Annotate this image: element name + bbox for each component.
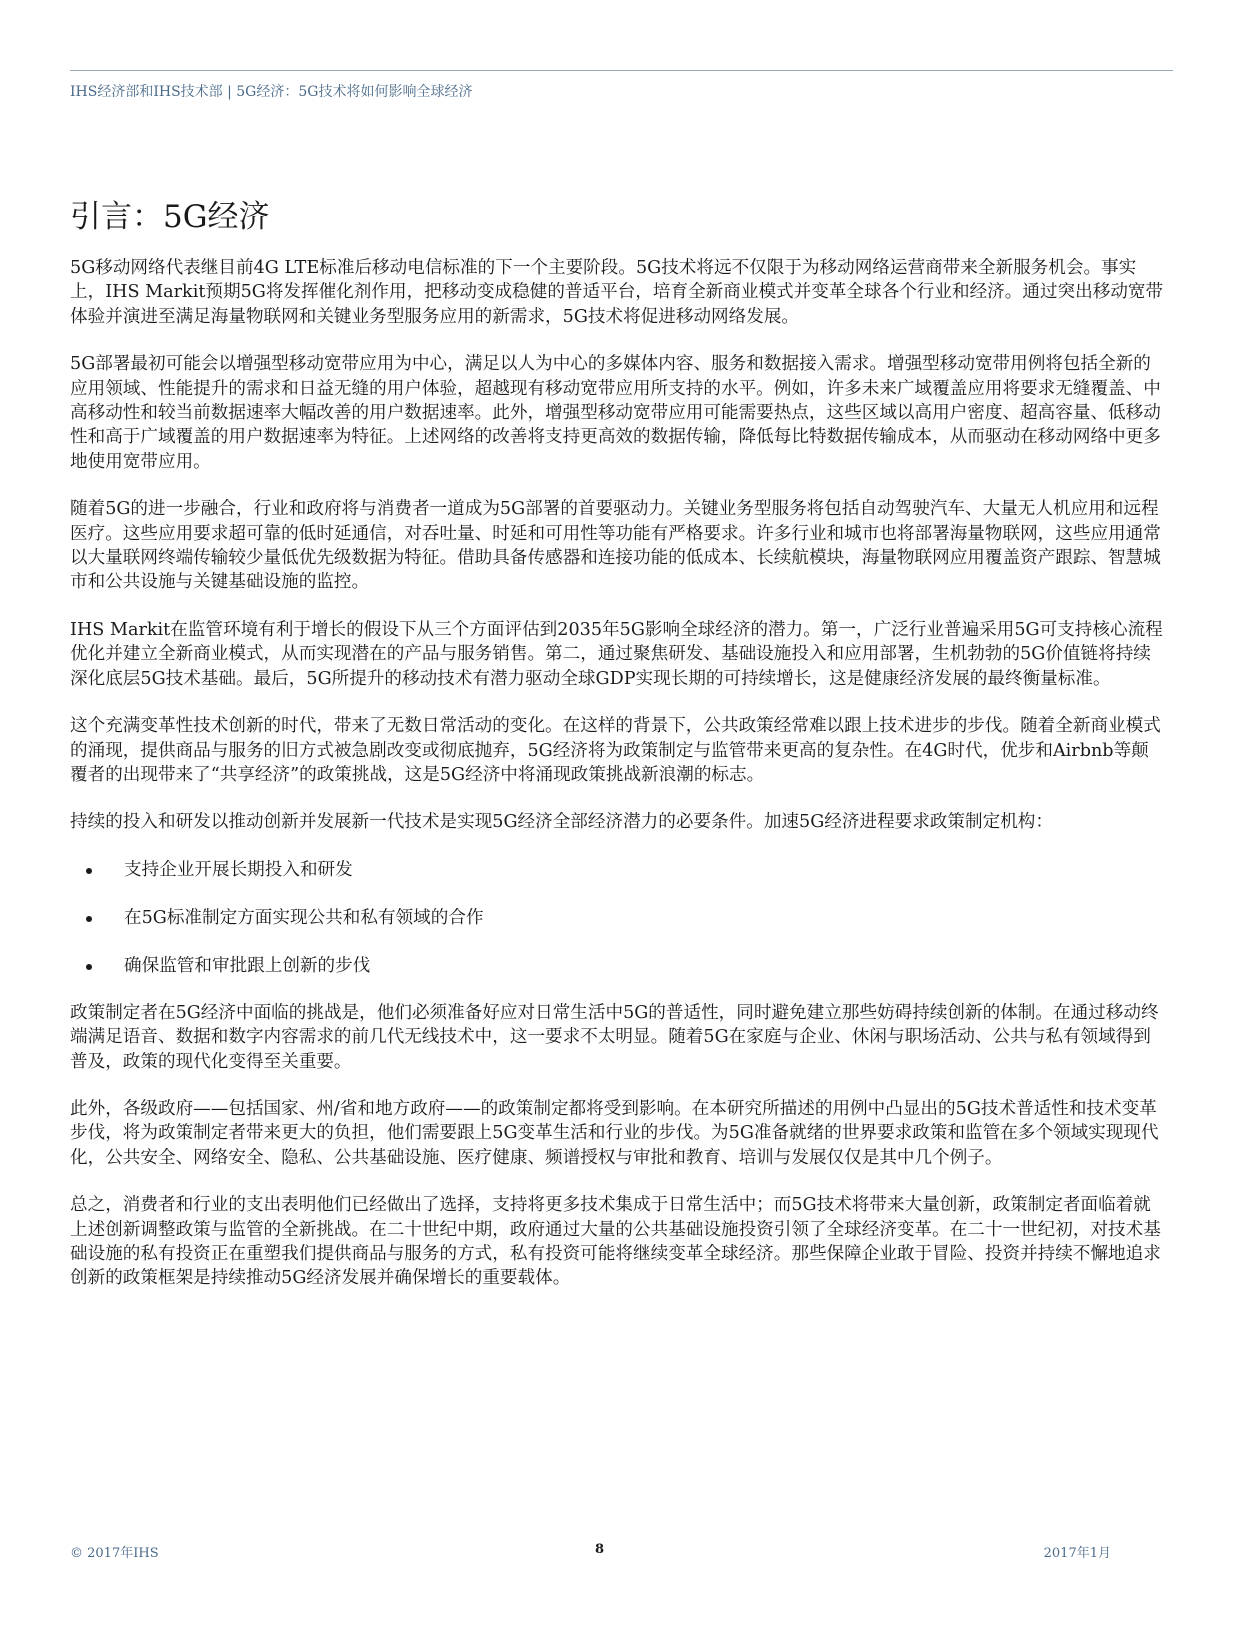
page-number: 8 bbox=[595, 1542, 605, 1557]
footer-date: 2017年1月 bbox=[1043, 1546, 1111, 1561]
bullet-item-3 bbox=[70, 954, 1166, 978]
bullet-text: 在5G标准制定方面实现公共和私有领域的合作 bbox=[124, 907, 484, 928]
bullet-icon bbox=[86, 868, 92, 874]
page-footer bbox=[70, 1542, 1111, 1562]
bullet-icon bbox=[86, 964, 92, 970]
paragraph-5: 这个充满变革性技术创新的时代，带来了无数日常活动的变化。在这样的背景下，公共政策经常难以跟上技术进步的步伐。随着全新商业模式的涌现，提供商品与服务的旧方式被急剧改变或彻底抛弃，5G经济将为政策制定与监管带来更高的复杂性。在4G时代，优步和Airbnb等颠覆者的出现带来了“共享经济”的政策挑战，这是5G经济中将涌现政策挑战新浪潮的标志。 bbox=[70, 716, 1161, 785]
paragraph-7: 政策制定者在5G经济中面临的挑战是，他们必须准备好应对日常生活中5G的普适性，同时避免建立那些妨碍持续创新的体制。在通过移动终端满足语音、数据和数字内容需求的前几代无线技术中，这一要求不太明显。随着5G在家庭与企业、休闲与职场活动、公共与私有领域得到普及，政策的现代化变得至关重要。 bbox=[70, 1002, 1159, 1072]
paragraph-6: 持续的投入和研发以推动创新并发展新一代技术是实现5G经济全部经济潜力的必要条件。加速5G经济进程要求政策制定机构： bbox=[70, 812, 1053, 833]
running-header: IHS经济部和IHS技术部 | 5G经济：5G技术将如何影响全球经济 bbox=[70, 84, 473, 100]
paragraph-2: 5G部署最初可能会以增强型移动宽带应用为中心，满足以人为中心的多媒体内容、服务和数据接入需求。增强型移动宽带用例将包括全新的应用领域、性能提升的需求和日益无缝的用户体验，超越现有移动宽带应用所支持的水平。例如，许多未来广域覆盖应用将要求无缝覆盖、中高移动性和较当前数据速率大幅改善的用户数据速率。此外，增强型移动宽带应用可能需要热点，这些区域以高用户密度、超高容量、低移动性和高于广域覆盖的用户数据速率为特征。上述网络的改善将支持更高效的数据传输，降低每比特数据传输成本，从而驱动在移动网络中更多地使用宽带应用。 bbox=[70, 354, 1161, 472]
bullet-icon bbox=[86, 916, 92, 922]
paragraph-1: 5G移动网络代表继目前4G LTE标准后移动电信标准的下一个主要阶段。5G技术将远不仅限于为移动网络运营商带来全新服务机会。事实上，IHS Markit预期5G将发挥催化剂作用，把移动变成稳健的普适平台，培育全新商业模式并变革全球各个行业和经济。通过突出移动宽带体验并演进至满足海量物联网和关键业务型服务应用的新需求，5G技术将促进移动网络发展。 bbox=[70, 258, 1164, 327]
section-title: 引言：5G经济 bbox=[70, 199, 270, 235]
bullet-text: 支持企业开展长期投入和研发 bbox=[124, 859, 353, 880]
bullet-list bbox=[70, 858, 1166, 978]
footer-copyright: © 2017年IHS bbox=[70, 1546, 159, 1561]
header-rule bbox=[70, 70, 1173, 71]
body-text bbox=[70, 256, 1166, 1314]
bullet-text: 确保监管和审批跟上创新的步伐 bbox=[124, 955, 371, 976]
paragraph-9: 总之，消费者和行业的支出表明他们已经做出了选择，支持将更多技术集成于日常生活中；而5G技术将带来大量创新，政策制定者面临着就上述创新调整政策与监管的全新挑战。在二十世纪中期，政府通过大量的公共基础设施投资引领了全球经济变革。在二十一世纪初，对技术基础设施的私有投资正在重塑我们提供商品与服务的方式，私有投资可能将继续变革全球经济。那些保障企业敢于冒险、投资并持续不懈地追求创新的政策框架是持续推动5G经济发展并确保增长的重要载体。 bbox=[70, 1195, 1161, 1289]
bullet-item-1 bbox=[70, 858, 1166, 882]
paragraph-8: 此外，各级政府——包括国家、州/省和地方政府——的政策制定都将受到影响。在本研究所描述的用例中凸显出的5G技术普适性和技术变革步伐，将为政策制定者带来更大的负担，他们需要跟上5G变革生活和行业的步伐。为5G准备就绪的世界要求政策和监管在多个领域实现现代化，公共安全、网络安全、隐私、公共基础设施、医疗健康、频谱授权与审批和教育、培训与发展仅仅是其中几个例子。 bbox=[70, 1098, 1159, 1168]
paragraph-3: 随着5G的进一步融合，行业和政府将与消费者一道成为5G部署的首要驱动力。关键业务型服务将包括自动驾驶汽车、大量无人机应用和远程医疗。这些应用要求超可靠的低时延通信，对吞吐量、时延和可用性等功能有严格要求。许多行业和城市也将部署海量物联网，这些应用通常以大量联网终端传输较少量低优先级数据为特征。借助具备传感器和连接功能的低成本、长续航模块，海量物联网应用覆盖资产跟踪、智慧城市和公共设施与关键基础设施的监控。 bbox=[70, 499, 1161, 593]
paragraph-4: IHS Markit在监管环境有利于增长的假设下从三个方面评估到2035年5G影响全球经济的潜力。第一，广泛行业普遍采用5G可支持核心流程优化并建立全新商业模式，从而实现潜在的产品与服务销售。第二，通过聚焦研发、基础设施投入和应用部署，生机勃勃的5G价值链将持续深化底层5G技术基础。最后，5G所提升的移动技术有潜力驱动全球GDP实现长期的可持续增长，这是健康经济发展的最终衡量标准。 bbox=[70, 619, 1163, 689]
bullet-item-2 bbox=[70, 906, 1166, 930]
